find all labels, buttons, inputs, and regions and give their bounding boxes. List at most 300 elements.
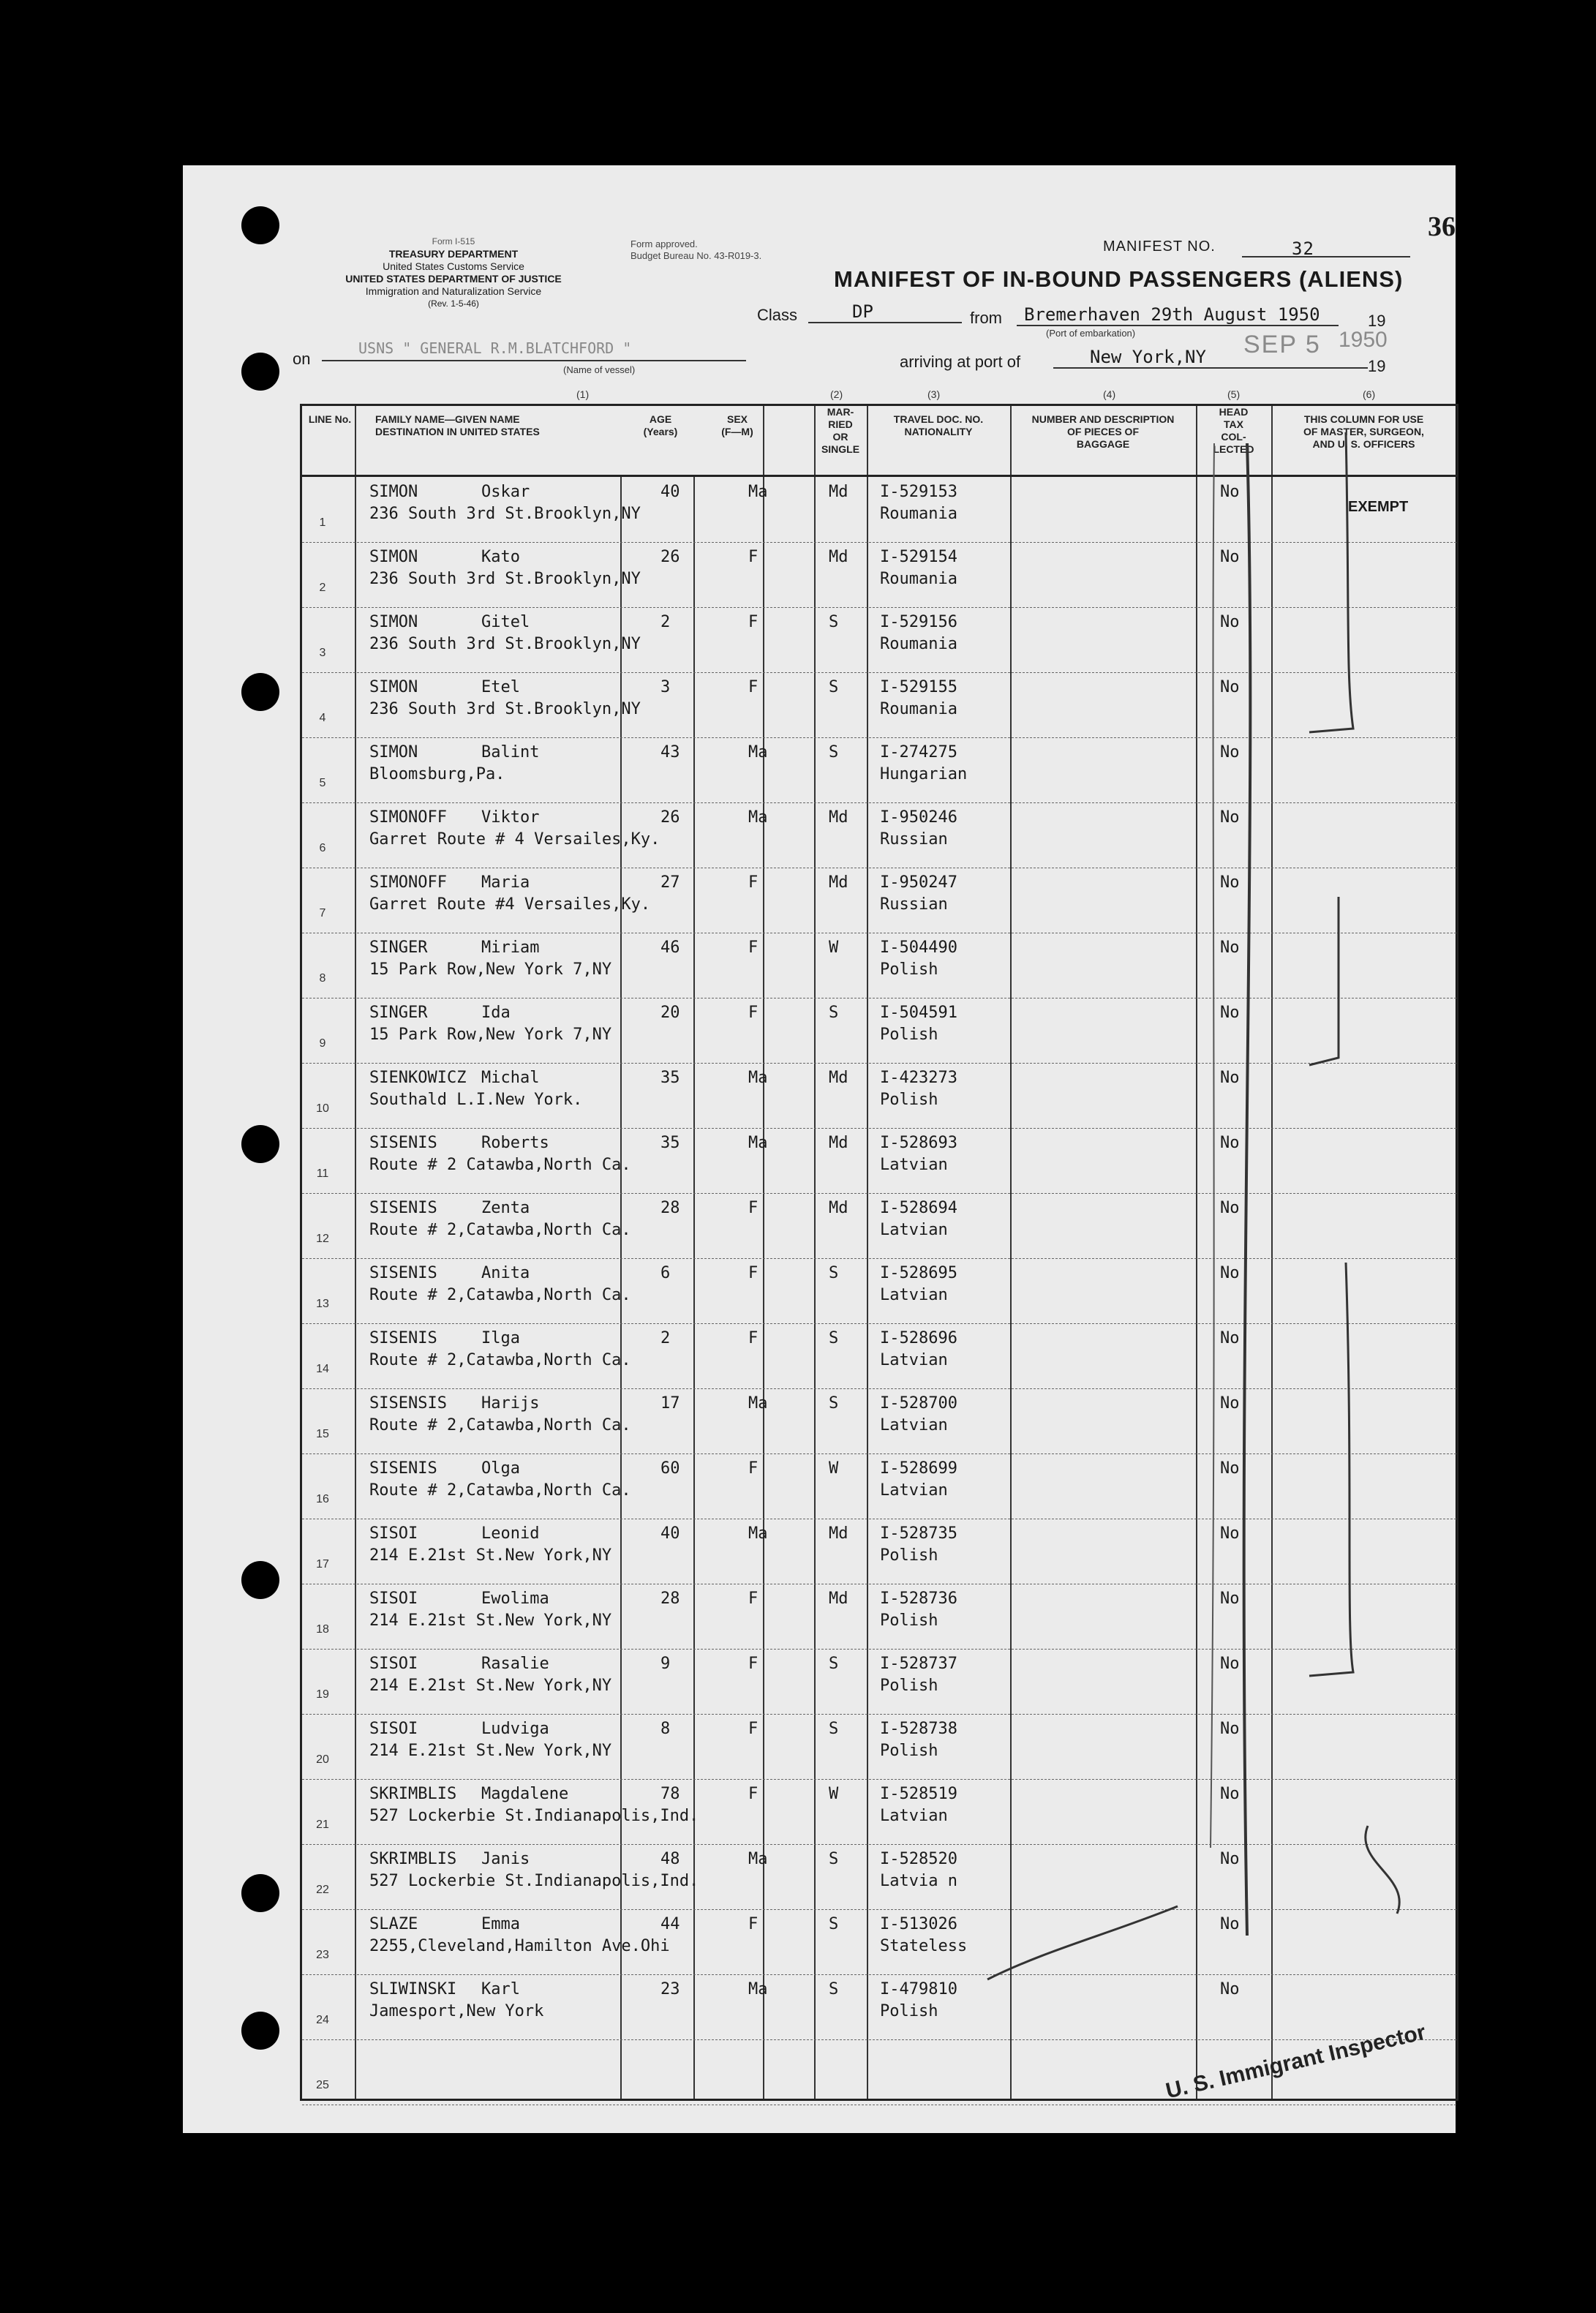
family-name: SLAZE	[369, 1915, 418, 1933]
marital-status: S	[829, 1850, 839, 1868]
sex-value: F	[748, 873, 759, 892]
marital-status: Md	[829, 1134, 848, 1152]
marital-status: S	[829, 1655, 839, 1673]
table-row	[302, 1584, 1456, 1650]
sex-value: Ma	[748, 1134, 768, 1152]
destination-address: 236 South 3rd St.Brooklyn,NY	[369, 570, 641, 588]
age-value: 40	[660, 483, 680, 501]
marital-status: Md	[829, 873, 848, 892]
given-name: Magdalene	[481, 1785, 569, 1803]
head-tax-collected: No	[1220, 1264, 1240, 1282]
family-name: SIMONOFF	[369, 873, 447, 892]
sex-value: Ma	[748, 1069, 768, 1087]
travel-doc-number: I-529154	[880, 548, 957, 566]
travel-doc-number: I-479810	[880, 1980, 957, 1998]
family-name: SINGER	[369, 939, 428, 957]
travel-doc-number: I-528699	[880, 1459, 957, 1478]
sex-value: F	[748, 1459, 759, 1478]
from-value: Bremerhaven 29th August 1950	[1024, 304, 1320, 325]
line-number: 1	[319, 516, 326, 529]
class-underline	[808, 322, 962, 323]
travel-doc-number: I-528694	[880, 1199, 957, 1217]
sex-value: F	[748, 613, 759, 631]
family-name: SISENIS	[369, 1199, 437, 1217]
customs-service: United States Customs Service	[383, 260, 524, 272]
sex-value: Ma	[748, 743, 768, 761]
manifest-no-value: 32	[1292, 238, 1314, 259]
marital-status: S	[829, 613, 839, 631]
vessel-name: USNS " GENERAL R.M.BLATCHFORD "	[358, 339, 632, 357]
age-value: 60	[660, 1459, 680, 1478]
marital-status: Md	[829, 548, 848, 566]
given-name: Ida	[481, 1004, 511, 1022]
line-number: 23	[316, 1949, 329, 1961]
line-number: 14	[316, 1363, 329, 1375]
destination-address: Route # 2,Catawba,North Ca.	[369, 1286, 631, 1304]
destination-address: 236 South 3rd St.Brooklyn,NY	[369, 505, 641, 523]
travel-doc-number: I-504591	[880, 1004, 957, 1022]
travel-doc-number: I-528695	[880, 1264, 957, 1282]
age-value: 40	[660, 1524, 680, 1543]
from-underline	[1017, 325, 1339, 326]
head-tax-collected: No	[1220, 1720, 1240, 1738]
family-name: SIENKOWICZ	[369, 1069, 467, 1087]
age-value: 2	[660, 613, 671, 631]
destination-address: Route # 2,Catawba,North Ca.	[369, 1351, 631, 1369]
nationality: Latvia n	[880, 1872, 957, 1890]
manifest-no-label: MANIFEST NO.	[1103, 238, 1216, 255]
family-name: SKRIMBLIS	[369, 1850, 457, 1868]
given-name: Maria	[481, 873, 530, 892]
nationality: Latvian	[880, 1156, 948, 1174]
header-line-no: LINE No.	[308, 413, 352, 425]
head-tax-collected: No	[1220, 1655, 1240, 1673]
table-row	[302, 477, 1456, 543]
destination-address: Route # 2 Catawba,North Ca.	[369, 1156, 631, 1174]
family-name: SISENSIS	[369, 1394, 447, 1413]
form-approved-note	[631, 238, 761, 262]
age-value: 48	[660, 1850, 680, 1868]
head-tax-collected: No	[1220, 1915, 1240, 1933]
age-value: 26	[660, 548, 680, 566]
sex-value: Ma	[748, 483, 768, 501]
head-tax-collected: No	[1220, 939, 1240, 957]
table-row	[302, 998, 1456, 1064]
head-tax-collected: No	[1220, 548, 1240, 566]
age-value: 6	[660, 1264, 671, 1282]
table-row	[302, 1193, 1456, 1259]
line-number: 20	[316, 1753, 329, 1766]
given-name: Viktor	[481, 808, 540, 827]
line-number: 21	[316, 1819, 329, 1831]
header-head-tax: HEAD TAX COL- LECTED	[1213, 406, 1254, 455]
destination-address: 214 E.21st St.New York,NY	[369, 1611, 612, 1630]
age-value: 44	[660, 1915, 680, 1933]
given-name: Zenta	[481, 1199, 530, 1217]
destination-address: Route # 2,Catawba,North Ca.	[369, 1416, 631, 1434]
sex-value: F	[748, 678, 759, 696]
table-row	[302, 1844, 1456, 1910]
family-name: SISOI	[369, 1720, 418, 1738]
revision-date: (Rev. 1-5-46)	[428, 298, 479, 309]
marital-status: Md	[829, 1199, 848, 1217]
table-row	[302, 1258, 1456, 1324]
table-row	[302, 1453, 1456, 1519]
line-number: 5	[319, 777, 326, 789]
destination-address: Garret Route # 4 Versailes,Ky.	[369, 830, 660, 849]
marital-status: Md	[829, 808, 848, 827]
age-value: 78	[660, 1785, 680, 1803]
table-row	[302, 802, 1456, 868]
punch-hole	[241, 1125, 279, 1163]
marital-status: S	[829, 1329, 839, 1347]
given-name: Miriam	[481, 939, 540, 957]
family-name: SISOI	[369, 1524, 418, 1543]
age-value: 28	[660, 1199, 680, 1217]
destination-address: Southald L.I.New York.	[369, 1091, 583, 1109]
sex-value: Ma	[748, 1394, 768, 1413]
vessel-note: (Name of vessel)	[563, 364, 636, 375]
age-value: 28	[660, 1590, 680, 1608]
travel-doc-number: I-529153	[880, 483, 957, 501]
nationality: Polish	[880, 1026, 938, 1044]
form-approved-line: Form approved.	[631, 238, 698, 249]
family-name: SIMONOFF	[369, 808, 447, 827]
header-sex: SEX (F—M)	[721, 413, 753, 437]
marital-status: Md	[829, 1590, 848, 1608]
given-name: Michal	[481, 1069, 540, 1087]
age-value: 8	[660, 1720, 671, 1738]
date-stamp-year: 1950	[1339, 328, 1388, 352]
family-name: SKRIMBLIS	[369, 1785, 457, 1803]
line-number: 24	[316, 2014, 329, 2026]
destination-address: Bloomsburg,Pa.	[369, 765, 505, 783]
table-row	[302, 1323, 1456, 1389]
table-row	[302, 1128, 1456, 1194]
head-tax-collected: No	[1220, 1590, 1240, 1608]
header-name: FAMILY NAME—GIVEN NAME DESTINATION IN UNITED STATES	[375, 413, 540, 437]
column-number: (1)	[576, 388, 590, 400]
line-number: 17	[316, 1558, 329, 1571]
sex-value: Ma	[748, 1850, 768, 1868]
nationality: Russian	[880, 895, 948, 914]
given-name: Gitel	[481, 613, 530, 631]
family-name: SISENIS	[369, 1134, 437, 1152]
nationality: Polish	[880, 1742, 938, 1760]
age-value: 35	[660, 1069, 680, 1087]
nationality: Polish	[880, 1546, 938, 1565]
head-tax-collected: No	[1220, 1785, 1240, 1803]
arriving-label: arriving at port of	[900, 353, 1021, 371]
marital-status: S	[829, 743, 839, 761]
sex-value: Ma	[748, 1980, 768, 1998]
travel-doc-number: I-950246	[880, 808, 957, 827]
year-label-2: 19	[1368, 357, 1386, 375]
from-label: from	[970, 309, 1002, 327]
line-number: 4	[319, 712, 326, 724]
marital-status: Md	[829, 1524, 848, 1543]
destination-address: Jamesport,New York	[369, 2002, 544, 2020]
line-number: 11	[316, 1167, 329, 1180]
marital-status: W	[829, 1785, 839, 1803]
given-name: Balint	[481, 743, 540, 761]
table-row	[302, 1649, 1456, 1715]
line-number: 3	[319, 647, 326, 659]
age-value: 20	[660, 1004, 680, 1022]
given-name: Ilga	[481, 1329, 520, 1347]
treasury-department: TREASURY DEPARTMENT	[388, 248, 519, 260]
line-number: 19	[316, 1688, 329, 1701]
punch-hole	[241, 2012, 279, 2050]
inspector-signature: U. S. Immigrant Inspector	[1163, 2020, 1429, 2104]
nationality: Polish	[880, 1677, 938, 1695]
nationality: Roumania	[880, 570, 957, 588]
destination-address: 214 E.21st St.New York,NY	[369, 1742, 612, 1760]
age-value: 26	[660, 808, 680, 827]
line-number: 16	[316, 1493, 329, 1505]
table-row	[302, 1714, 1456, 1780]
family-name: SISOI	[369, 1590, 418, 1608]
travel-doc-number: I-274275	[880, 743, 957, 761]
marital-status: S	[829, 1394, 839, 1413]
family-name: SISENIS	[369, 1264, 437, 1282]
family-name: SIMON	[369, 613, 418, 631]
age-value: 43	[660, 743, 680, 761]
head-tax-collected: No	[1220, 1394, 1240, 1413]
nationality: Stateless	[880, 1937, 968, 1955]
travel-doc-number: I-529155	[880, 678, 957, 696]
nationality: Latvian	[880, 1221, 948, 1239]
head-tax-collected: No	[1220, 808, 1240, 827]
travel-doc-number: I-528520	[880, 1850, 957, 1868]
travel-doc-number: I-504490	[880, 939, 957, 957]
given-name: Kato	[481, 548, 520, 566]
sex-value: F	[748, 548, 759, 566]
given-name: Ludviga	[481, 1720, 549, 1738]
age-value: 9	[660, 1655, 671, 1673]
nationality: Latvian	[880, 1351, 948, 1369]
line-number: 25	[316, 2079, 329, 2091]
punch-hole	[241, 1874, 279, 1912]
table-row	[302, 1063, 1456, 1129]
form-number: Form I-515	[432, 236, 475, 247]
nationality: Polish	[880, 2002, 938, 2020]
on-label: on	[293, 350, 311, 368]
head-tax-collected: No	[1220, 1850, 1240, 1868]
head-tax-collected: No	[1220, 1329, 1240, 1347]
line-number: 15	[316, 1428, 329, 1440]
age-value: 27	[660, 873, 680, 892]
punch-hole	[241, 353, 279, 391]
sex-value: F	[748, 1785, 759, 1803]
header-officers: THIS COLUMN FOR USE OF MASTER, SURGEON, AND U. S. OFFICERS	[1303, 413, 1424, 450]
family-name: SINGER	[369, 1004, 428, 1022]
head-tax-collected: No	[1220, 1459, 1240, 1478]
head-tax-collected: No	[1220, 1980, 1240, 1998]
given-name: Roberts	[481, 1134, 549, 1152]
destination-address: 15 Park Row,New York 7,NY	[369, 960, 612, 979]
line-number: 10	[316, 1102, 329, 1115]
marital-status: S	[829, 1264, 839, 1282]
family-name: SIMON	[369, 548, 418, 566]
travel-doc-number: I-423273	[880, 1069, 957, 1087]
sex-value: F	[748, 1590, 759, 1608]
budget-bureau-line: Budget Bureau No. 43-R019-3.	[631, 250, 762, 261]
vessel-underline	[322, 360, 746, 361]
passenger-table	[300, 388, 1458, 2101]
given-name: Rasalie	[481, 1655, 549, 1673]
destination-address: 214 E.21st St.New York,NY	[369, 1677, 612, 1695]
punch-hole	[241, 1561, 279, 1599]
marital-status: S	[829, 1720, 839, 1738]
table-row	[302, 1519, 1456, 1584]
sex-value: F	[748, 1004, 759, 1022]
line-number: 22	[316, 1884, 329, 1896]
sex-value: Ma	[748, 808, 768, 827]
marital-status: S	[829, 1980, 839, 1998]
line-number: 13	[316, 1298, 329, 1310]
arriving-port: New York,NY	[1090, 347, 1206, 367]
destination-address: 527 Lockerbie St.Indianapolis,Ind.	[369, 1807, 699, 1825]
destination-address: Route # 2,Catawba,North Ca.	[369, 1481, 631, 1500]
line-number: 2	[319, 582, 326, 594]
sex-value: F	[748, 939, 759, 957]
column-number: (3)	[927, 388, 941, 400]
travel-doc-number: I-950247	[880, 873, 957, 892]
destination-address: Route # 2,Catawba,North Ca.	[369, 1221, 631, 1239]
marital-status: S	[829, 1004, 839, 1022]
table-row	[302, 933, 1456, 998]
marital-status: W	[829, 939, 839, 957]
marital-status: Md	[829, 483, 848, 501]
destination-address: 2255,Cleveland,Hamilton Ave.Ohi	[369, 1937, 670, 1955]
destination-address: 236 South 3rd St.Brooklyn,NY	[369, 700, 641, 718]
head-tax-collected: No	[1220, 1004, 1240, 1022]
travel-doc-number: I-528737	[880, 1655, 957, 1673]
manifest-no-underline	[1242, 256, 1410, 257]
age-value: 2	[660, 1329, 671, 1347]
nationality: Roumania	[880, 700, 957, 718]
travel-doc-number: I-528693	[880, 1134, 957, 1152]
manifest-title: MANIFEST OF IN-BOUND PASSENGERS (ALIENS)	[834, 266, 1404, 292]
header-age: AGE (Years)	[643, 413, 678, 437]
line-number: 12	[316, 1233, 329, 1245]
head-tax-collected: No	[1220, 873, 1240, 892]
sex-value: F	[748, 1329, 759, 1347]
travel-doc-number: I-528738	[880, 1720, 957, 1738]
nationality: Latvian	[880, 1807, 948, 1825]
destination-address: 236 South 3rd St.Brooklyn,NY	[369, 635, 641, 653]
family-name: SISENIS	[369, 1329, 437, 1347]
port-embarkation-note: (Port of embarkation)	[1046, 328, 1136, 339]
line-number: 9	[319, 1037, 326, 1050]
sex-value: F	[748, 1915, 759, 1933]
header-travel-doc: TRAVEL DOC. NO. NATIONALITY	[893, 413, 984, 437]
nationality: Hungarian	[880, 765, 968, 783]
class-label: Class	[757, 306, 798, 324]
head-tax-collected: No	[1220, 483, 1240, 501]
line-number: 18	[316, 1623, 329, 1636]
page-number: 36	[1428, 211, 1456, 242]
given-name: Karl	[481, 1980, 520, 1998]
head-tax-collected: No	[1220, 678, 1240, 696]
table-row	[302, 542, 1456, 608]
given-name: Leonid	[481, 1524, 540, 1543]
given-name: Emma	[481, 1915, 520, 1933]
table-row	[302, 1974, 1456, 2040]
age-value: 35	[660, 1134, 680, 1152]
date-stamp: SEP 5	[1243, 331, 1321, 358]
family-name: SIMON	[369, 483, 418, 501]
destination-address: 527 Lockerbie St.Indianapolis,Ind.	[369, 1872, 699, 1890]
manifest-page	[183, 165, 1456, 2133]
destination-address: 214 E.21st St.New York,NY	[369, 1546, 612, 1565]
justice-department: UNITED STATES DEPARTMENT OF JUSTICE	[345, 273, 562, 285]
head-tax-collected: No	[1220, 1524, 1240, 1543]
travel-doc-number: I-528736	[880, 1590, 957, 1608]
destination-address: Garret Route #4 Versailes,Ky.	[369, 895, 651, 914]
table-row	[302, 1388, 1456, 1454]
punch-hole	[241, 206, 279, 244]
given-name: Olga	[481, 1459, 520, 1478]
department-header	[293, 236, 614, 310]
family-name: SISENIS	[369, 1459, 437, 1478]
nationality: Polish	[880, 1611, 938, 1630]
sex-value: F	[748, 1655, 759, 1673]
nationality: Latvian	[880, 1286, 948, 1304]
travel-doc-number: I-528735	[880, 1524, 957, 1543]
nationality: Roumania	[880, 505, 957, 523]
travel-doc-number: I-529156	[880, 613, 957, 631]
line-number: 7	[319, 907, 326, 919]
head-tax-collected: No	[1220, 1199, 1240, 1217]
nationality: Roumania	[880, 635, 957, 653]
column-number: (6)	[1363, 388, 1376, 400]
head-tax-collected: No	[1220, 743, 1240, 761]
given-name: Ewolima	[481, 1590, 549, 1608]
punch-hole	[241, 673, 279, 711]
class-value: DP	[852, 301, 873, 322]
column-number: (5)	[1227, 388, 1241, 400]
nationality: Russian	[880, 830, 948, 849]
table-row	[302, 737, 1456, 803]
head-tax-collected: No	[1220, 613, 1240, 631]
arriving-underline	[1053, 367, 1368, 369]
nationality: Latvian	[880, 1416, 948, 1434]
table-row	[302, 1909, 1456, 1975]
column-number: (4)	[1103, 388, 1116, 400]
table-row	[302, 868, 1456, 933]
travel-doc-number: I-513026	[880, 1915, 957, 1933]
manifest-number	[1103, 238, 1314, 259]
immigration-service: Immigration and Naturalization Service	[365, 285, 542, 297]
line-number: 8	[319, 972, 326, 985]
family-name: SIMON	[369, 743, 418, 761]
head-tax-collected: No	[1220, 1134, 1240, 1152]
sex-value: Ma	[748, 1524, 768, 1543]
nationality: Polish	[880, 1091, 938, 1109]
marital-status: S	[829, 1915, 839, 1933]
family-name: SISOI	[369, 1655, 418, 1673]
sex-value: F	[748, 1720, 759, 1738]
year-label: 19	[1368, 312, 1386, 330]
officer-note: EXEMPT	[1348, 499, 1409, 515]
age-value: 46	[660, 939, 680, 957]
family-name: SIMON	[369, 678, 418, 696]
given-name: Anita	[481, 1264, 530, 1282]
marital-status: W	[829, 1459, 839, 1478]
age-value: 23	[660, 1980, 680, 1998]
